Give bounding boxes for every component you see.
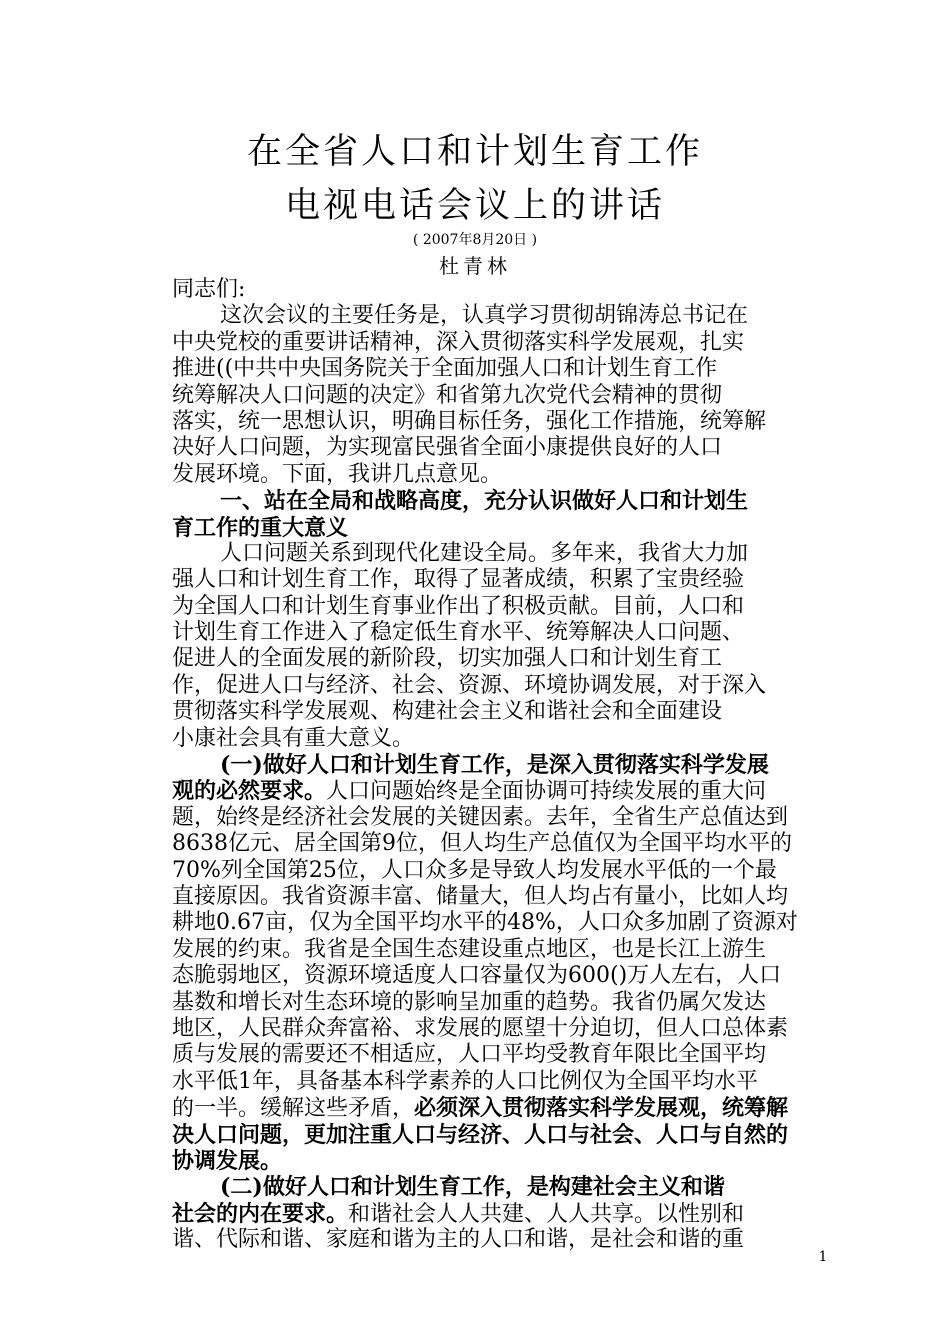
body-line xyxy=(172,541,822,567)
body-line-text xyxy=(172,778,766,804)
body-text: 质与发展的需要还不相适应，人口平均受教育年限比全国平均 xyxy=(172,1042,767,1068)
body-line-text xyxy=(172,1122,788,1148)
body-line-text xyxy=(172,963,781,989)
body-line-text xyxy=(172,699,722,725)
body-line xyxy=(172,884,822,910)
body-line xyxy=(172,567,822,593)
body-line-text xyxy=(172,858,777,884)
page-number: 1 xyxy=(818,1249,828,1265)
body-line-text xyxy=(172,910,798,936)
body-line xyxy=(172,515,822,541)
body-line xyxy=(172,1016,822,1042)
body-text: 70%列全国第25位，人口众多是导致人均发展水平低的一个最 xyxy=(172,857,777,883)
body-text: 计划生育工作进入了稳定低生育水平、统筹解决人口问题、 xyxy=(172,620,745,646)
body-text: 水平低1年，具备基本科学素养的人口比例仅为全国平均水平 xyxy=(172,1068,758,1094)
body-text: 同志们: xyxy=(172,277,246,302)
body-line xyxy=(172,937,822,963)
body-line xyxy=(172,409,822,435)
body-line-text xyxy=(220,303,748,329)
body-line xyxy=(172,277,822,303)
emphasis-text: 社会的内在要求。 xyxy=(172,1200,349,1227)
body-text: 态脆弱地区，资源环境适度人口容量仅为600()万人左右，人口 xyxy=(172,963,782,989)
body-text: 小康社会具有重大意义。 xyxy=(172,725,415,751)
body-line-text xyxy=(172,277,245,303)
body-line-text xyxy=(172,884,788,910)
emphasis-text: (一)做好人口和计划生育工作，是深入贯彻落实科学发展 xyxy=(220,752,769,779)
body-text: 为全国人口和计划生育事业作出了积极贡献。目前，人口和 xyxy=(172,593,745,619)
body-text: 基数和增长对生态环境的影响呈加重的趋势。我省仍属欠发达 xyxy=(172,989,767,1015)
body-line xyxy=(172,488,822,514)
body-line-text xyxy=(172,1227,744,1253)
body-line xyxy=(172,990,822,1016)
body-line-text xyxy=(172,594,744,620)
body-line-text xyxy=(172,1201,744,1227)
body-text: 作，促进人口与经济、社会、资源、环境协调发展，对于深入 xyxy=(172,672,767,698)
body-line-text xyxy=(172,1042,766,1068)
body-text: 题，始终是经济社会发展的关键因素。去年，全省生产总值达到 xyxy=(172,804,789,830)
body-line-text xyxy=(172,567,744,593)
body-line xyxy=(172,1069,822,1095)
body-line-text xyxy=(172,646,722,672)
body-line-text xyxy=(172,937,766,963)
body-line xyxy=(172,910,822,936)
body-line xyxy=(172,594,822,620)
emphasis-text: 育工作的重大意义 xyxy=(172,514,349,541)
body-text: 发展环境。下面，我讲几点意见。 xyxy=(172,461,503,487)
body-line-text xyxy=(220,1174,725,1200)
body-text: 人口问题始终是全面协调可持续发展的重大问 xyxy=(326,779,767,805)
body-line-text xyxy=(172,1069,758,1095)
body-text: 直接原因。我省资源丰富、储量大，但人均占有量小，比如人均 xyxy=(172,883,789,909)
body-line-text xyxy=(172,515,348,541)
page-title-line-1: 在全省人口和计划生育工作 xyxy=(246,132,703,172)
body-line xyxy=(172,462,822,488)
emphasis-text: 协调发展。 xyxy=(172,1147,283,1174)
body-line xyxy=(172,805,822,831)
body-text: 决好人口问题，为实现富民强省全面小康提供良好的人口 xyxy=(172,435,723,461)
body-line xyxy=(172,726,822,752)
body-line xyxy=(172,1201,822,1227)
body-line xyxy=(172,1174,822,1200)
body-text: 强人口和计划生育工作，取得了显著成绩，积累了宝贵经验 xyxy=(172,567,745,593)
body-line-text xyxy=(220,752,769,778)
emphasis-text: 一、站在全局和战略高度，充分认识做好人口和计划生 xyxy=(220,488,749,515)
body-text: 这次会议的主要任务是，认真学习贯彻胡锦涛总书记在 xyxy=(220,303,749,329)
body-line-text xyxy=(172,462,502,488)
body-line xyxy=(172,963,822,989)
body-line xyxy=(172,1148,822,1174)
body-line-text xyxy=(172,383,722,409)
body-text: 发展的约束。我省是全国生态建设重点地区，也是长江上游生 xyxy=(172,936,767,962)
emphasis-text: 决人口问题，更加注重人口与经济、人口与社会、人口与自然的 xyxy=(172,1121,789,1148)
body-line xyxy=(172,435,822,461)
body-text: 贯彻落实科学发展观、构建社会主义和谐社会和全面建设 xyxy=(172,699,723,725)
page-title-line-2: 电视电话会议上的讲话 xyxy=(284,186,665,226)
body-line xyxy=(172,356,822,382)
body-line-text xyxy=(172,1148,282,1174)
body-line xyxy=(172,330,822,356)
body-text: 推进((中共中央国务院关于全面加强人口和计划生育工作 xyxy=(172,356,718,382)
speech-body xyxy=(172,277,822,1253)
body-line xyxy=(172,699,822,725)
emphasis-text: (二)做好人口和计划生育工作，是构建社会主义和谐 xyxy=(220,1174,725,1201)
body-line xyxy=(172,303,822,329)
body-line xyxy=(172,1042,822,1068)
body-text: 谐、代际和谐、家庭和谐为主的人口和谐，是社会和谐的重 xyxy=(172,1227,745,1253)
body-line xyxy=(172,1122,822,1148)
body-text: 8638亿元、居全国第9位，但人均生产总值仅为全国平均水平的 xyxy=(172,831,792,857)
body-line xyxy=(172,673,822,699)
body-line xyxy=(172,1227,822,1253)
body-line-text xyxy=(220,488,748,514)
body-text: 和谐社会人人共建、人人共享。以性别和 xyxy=(348,1201,745,1227)
body-line-text xyxy=(172,1095,788,1121)
body-line xyxy=(172,1095,822,1121)
body-text: 地区，人民群众奔富裕、求发展的愿望十分迫切，但人口总体素 xyxy=(172,1015,789,1041)
body-line-text xyxy=(172,673,766,699)
body-line-text xyxy=(172,831,792,857)
body-line xyxy=(172,620,822,646)
body-text: 统筹解决人口问题的决定》和省第九次党代会精神的贯彻 xyxy=(172,382,723,408)
body-line-text xyxy=(172,990,766,1016)
body-line-text xyxy=(172,805,788,831)
body-line-text xyxy=(172,620,744,646)
body-text: 耕地0.67亩，仅为全国平均水平的48%，人口众多加剧了资源对 xyxy=(172,910,798,936)
body-text: 的一半。缓解这些矛盾， xyxy=(172,1096,415,1122)
body-line-text xyxy=(172,1016,788,1042)
body-text: 促进人的全面发展的新阶段，切实加强人口和计划生育工 xyxy=(172,646,723,672)
emphasis-text: 必须深入贯彻落实科学发展观，统筹解 xyxy=(414,1095,789,1122)
body-line-text xyxy=(172,726,414,752)
body-line xyxy=(172,752,822,778)
body-line xyxy=(172,831,822,857)
body-text: 落实，统一思想认识，明确目标任务，强化工作措施，统筹解 xyxy=(172,408,767,434)
body-line xyxy=(172,858,822,884)
body-text: 中央党校的重要讲话精神，深入贯彻落实科学发展观，扎实 xyxy=(172,329,745,355)
body-line-text xyxy=(172,356,717,382)
emphasis-text: 观的必然要求。 xyxy=(172,778,327,805)
body-line xyxy=(172,778,822,804)
body-line xyxy=(172,383,822,409)
body-line-text xyxy=(172,330,744,356)
speech-author: 杜青林 xyxy=(439,254,511,278)
body-text: 人口问题关系到现代化建设全局。多年来，我省大力加 xyxy=(220,540,749,566)
body-line-text xyxy=(172,435,722,461)
body-line-text xyxy=(220,541,748,567)
body-line xyxy=(172,646,822,672)
body-line-text xyxy=(172,409,766,435)
speech-date: ( 2007年8月20日 ) xyxy=(412,232,538,248)
